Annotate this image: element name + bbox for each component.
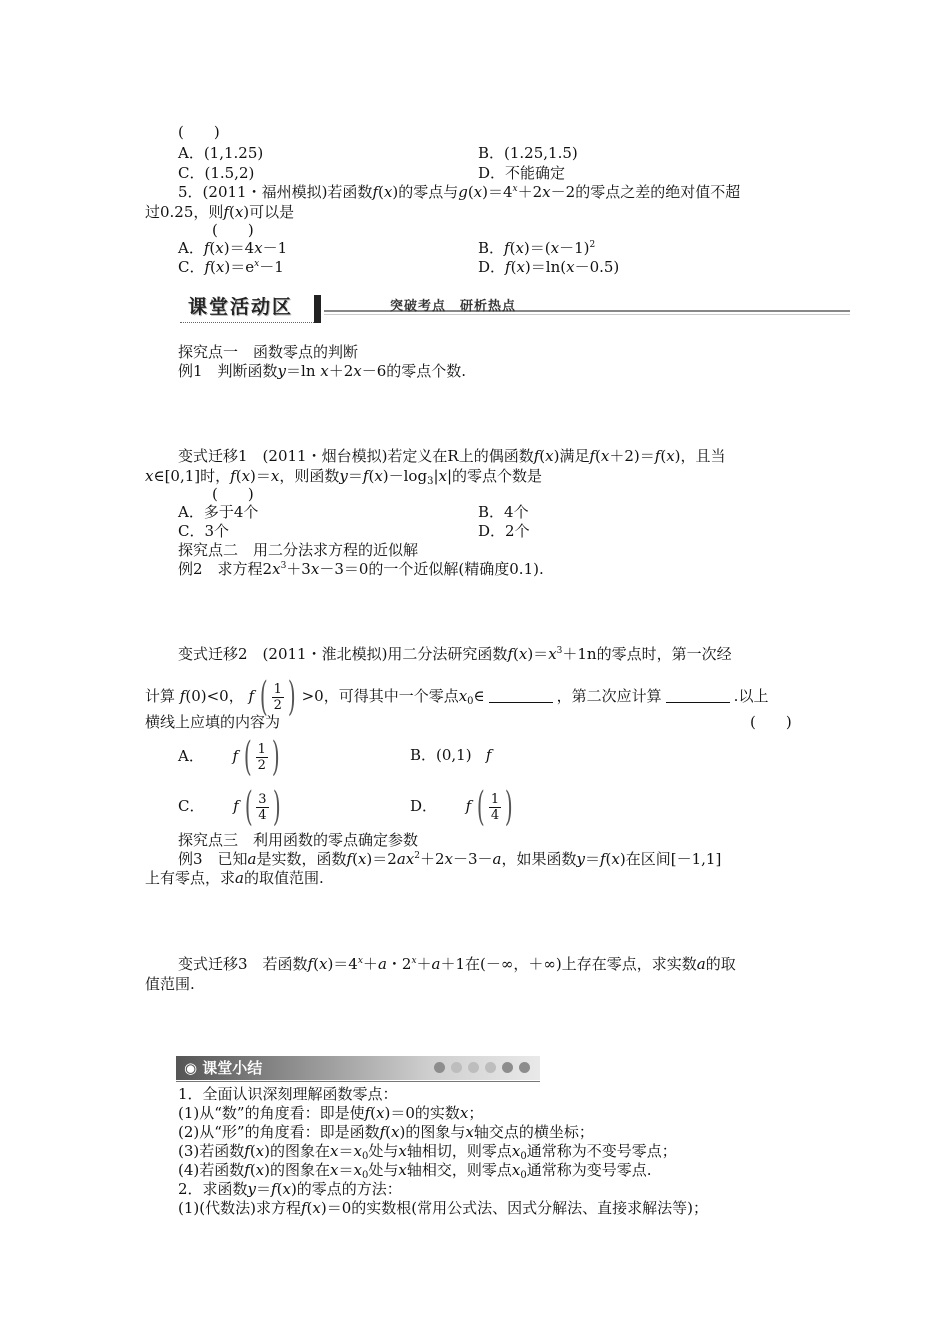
q4-paren: ( ) [178,123,220,141]
variant2-line3: 横线上应填的内容为 [145,713,281,731]
section3-heading: 探究点三 利用函数的零点确定参数 [178,831,419,849]
variant2-paren: ( ) [750,713,792,731]
example3-line1: 例3 已知a是实数，函数$f(x)=2ax^2+2x-3-a$，如果函数y＝f(x)在区间[－1,1] [178,850,722,868]
q5-option-d: D．f(x)＝ln(x－0.5) [478,258,620,276]
q5-paren: ( ) [212,221,254,239]
q5-option-c: C．$f(x)=e^x-1$ [178,258,284,276]
example2: 例2 求方程$2x^3+3x-3=0$的一个近似解(精确度0.1). [178,560,544,578]
summary-p2: (1)从“数”的角度看：即是使f(x)＝0的实数x； [178,1104,484,1122]
variant2-line2: 计算 f(0)<0， f ( $\frac{1}{2}$ ) >0，可得其中一个零点$x_0\in$ ，第二次应计算 .以上 [145,674,769,720]
variant2-option-a: A． f ( $\frac{1}{2}$ ) [178,734,280,780]
section1-heading: 探究点一 函数零点的判断 [178,343,359,361]
q5-line1: 5．(2011・福州模拟)若函数f(x)的零点与$g(x)=4^x+2x-2$的零点之差的绝对值不超 [178,183,741,201]
section2-heading: 探究点二 用二分法求方程的近似解 [178,541,419,559]
variant1-option-c: C．3个 [178,522,230,540]
variant2-line1: 变式迁移2 (2011・淮北模拟)用二分法研究函数$f(x)=x^3+1n$的零点时，第一次经 [178,645,732,663]
summary-bar [176,1056,540,1080]
variant1-line1: 变式迁移1 (2011・烟台模拟)若定义在R上的偶函数f(x)满足f(x＋2)＝f(x)，且当 [178,447,726,465]
example1: 例1 判断函数y＝ln x＋2x－6的零点个数. [178,362,467,380]
variant2-option-d: D． f ( $\frac{1}{4}$ ) [410,784,513,830]
variant1-option-b: B．4个 [478,503,529,521]
summary-p7: (1)(代数法)求方程f(x)＝0的实数根(常用公式法、因式分解法、直接求解法等)； [178,1199,708,1217]
summary-p6: 2．求函数y＝f(x)的零点的方法： [178,1180,402,1198]
q5-option-a: A．f(x)＝4x－1 [178,239,288,257]
variant1-line2: x∈[0,1]时，f(x)＝x，则函数$y=f(x)-\log_3|x|$的零点个数是 [145,467,543,487]
q4-option-c: C．(1.5,2) [178,164,255,182]
example3-line2: 上有零点，求a的取值范围. [145,869,324,887]
banner-title: 课堂活动区 [188,296,294,318]
summary-p3: (2)从“形”的角度看：即是函数f(x)的图象与x轴交点的横坐标； [178,1123,594,1141]
q5-option-b: B．$f(x)=(x-1)^2$ [478,239,596,257]
variant1-option-a: A．多于4个 [178,503,259,521]
variant3-line1: 变式迁移3 若函数$f(x)=4^x+a$・$2^x+a+1$在(－∞，＋∞)上存在零点，求实数a的取 [178,955,736,973]
summary-p4: (3)若函数f(x)的图象在$x=x_0$处与x轴相切，则零点$x_0$通常称为不变号零点； [178,1142,677,1162]
q5-line2: 过0.25，则f(x)可以是 [145,203,295,221]
summary-p1: 1．全面认识深刻理解函数零点： [178,1085,398,1103]
q4-option-b: B．(1.25,1.5) [478,144,578,162]
summary-dots [434,1062,530,1073]
variant2-option-c: C． f ( $\frac{3}{4}$ ) [178,784,281,830]
summary-p5: (4)若函数f(x)的图象在$x=x_0$处与x轴相交，则零点$x_0$通常称为变号零点. [178,1161,652,1181]
variant2-option-b: B．(0,1) f [410,746,492,764]
q4-option-a: A．(1,1.25) [178,144,264,162]
q4-option-d: D．不能确定 [478,164,566,182]
section-banner [180,292,850,326]
summary-title: ◉ 课堂小结 [184,1059,263,1077]
variant1-paren: ( ) [212,485,254,503]
variant1-option-d: D．2个 [478,522,530,540]
banner-subtitle: 突破考点 研析热点 [390,299,517,314]
variant3-line2: 值范围. [145,975,195,993]
